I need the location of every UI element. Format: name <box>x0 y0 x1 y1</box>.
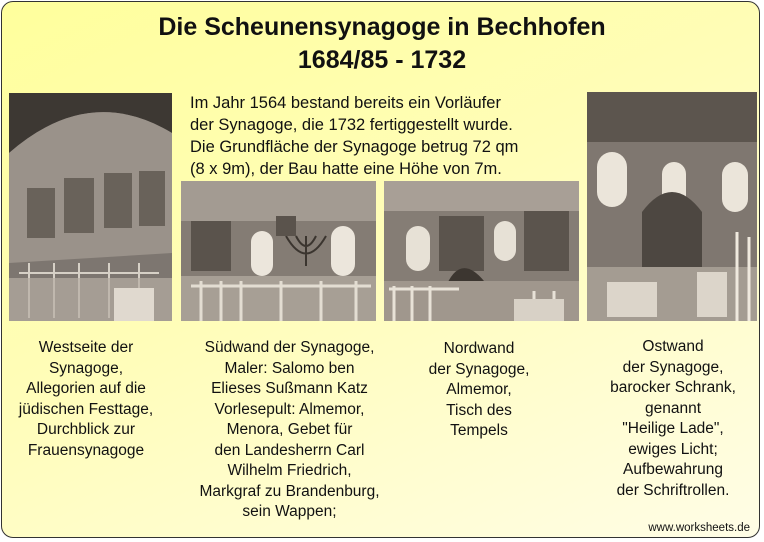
photo-east-wall <box>587 92 757 321</box>
photo-south-wall <box>181 181 376 321</box>
intro-text: Im Jahr 1564 bestand bereits ein Vorläufer der Synagoge, die 1732 fertiggestellt wurde. Die Grundfläche der Synagoge betrug 72 qm (8 x 9m), der Bau hatte eine Höhe von 7m. <box>190 94 519 178</box>
caption-east-wall: Ostwand der Synagoge, barocker Schrank, genannt "Heilige Lade", ewiges Licht; Aufbewahrung der Schriftrollen. <box>610 338 736 499</box>
caption-south-wall: Südwand der Synagoge, Maler: Salomo ben Elieses Sußmann Katz Vorlesepult: Almemor, Menora, Gebet für den Landesherrn Carl Wilhelm Friedrich, Markgraf zu Brandenburg, sein Wappen; <box>199 339 380 520</box>
caption-west-wall: Westseite der Synagoge, Allegorien auf die jüdischen Festtage, Durchblick zur Frauensynagoge <box>18 339 154 459</box>
footer-url: www.worksheets.de <box>648 522 750 534</box>
page-subtitle-years: 1684/85 - 1732 <box>297 46 467 74</box>
page-title: Die Scheunensynagoge in Bechhofen <box>158 13 606 41</box>
caption-north-wall: Nordwand der Synagoge, Almemor, Tisch des Tempels <box>428 340 530 439</box>
photo-north-wall <box>384 181 579 321</box>
photo-west-wall <box>9 93 172 321</box>
